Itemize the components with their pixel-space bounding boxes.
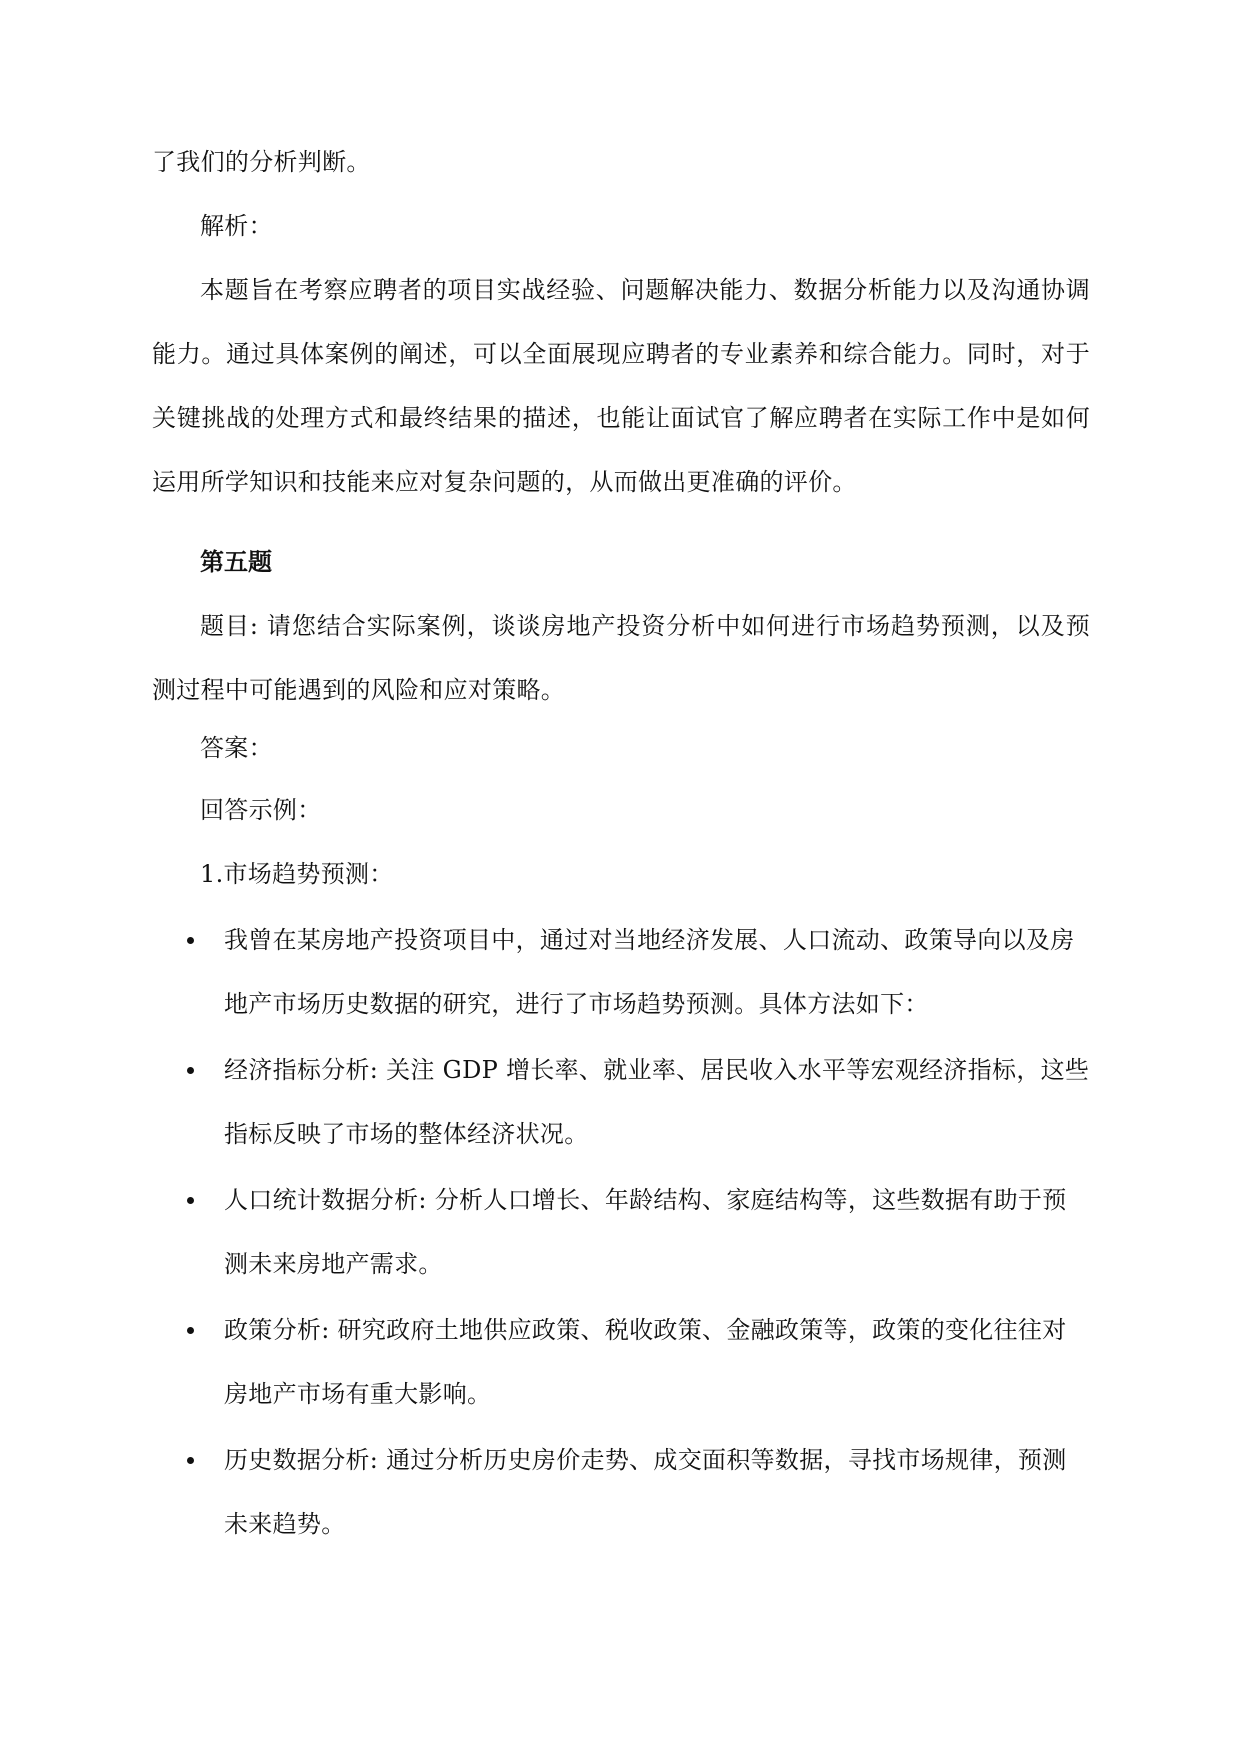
list-item-text: 我曾在某房地产投资项目中，通过对当地经济发展、人口流动、政策导向以及房地产市场历史数据的研究，进行了市场趋势预测。具体方法如下： [224,926,1075,1018]
analysis-label: 解析： [200,212,273,240]
bullet-dot-icon [187,1457,194,1464]
list-item [0,908,1090,1036]
bullet-dot-icon [187,937,194,944]
list-item-text: 政策分析: 研究政府土地供应政策、税收政策、金融政策等，政策的变化往往对房地产市场有重大影响。 [224,1316,1067,1408]
answer-label: 答案： [200,734,273,762]
list-item [0,1428,1090,1556]
list-item [0,1168,1090,1296]
analysis-paragraph: 本题旨在考察应聘者的项目实战经验、问题解决能力、数据分析能力以及沟通协调能力。通过具体案例的阐述，可以全面展现应聘者的专业素养和综合能力。同时，对于关键挑战的处理方式和最终结果的描述，也能让面试官了解应聘者在实际工作中是如何运用所学知识和技能来应对复杂问题的，从而做出更准确的评价。 [152,276,1090,496]
list-item [0,1298,1090,1426]
bullet-dot-icon [187,1327,194,1334]
list-item-text: 人口统计数据分析: 分析人口增长、年龄结构、家庭结构等，这些数据有助于预测未来房地产需求。 [224,1186,1067,1278]
list-item-text: 历史数据分析: 通过分析历史房价走势、成交面积等数据，寻找市场规律，预测未来趋势。 [224,1446,1067,1538]
carryover-paragraph: 了我们的分析判断。 [152,148,371,176]
list-item-text: 经济指标分析: 关注 GDP 增长率、就业率、居民收入水平等宏观经济指标，这些指标反映了市场的整体经济状况。 [224,1056,1090,1148]
market-trend-subheading: 1.市场趋势预测： [200,860,394,888]
example-label: 回答示例： [200,796,322,824]
list-item [0,1038,1090,1166]
question-paragraph: 题目: 请您结合实际案例，谈谈房地产投资分析中如何进行市场趋势预测，以及预测过程中可能遇到的风险和应对策略。 [152,612,1090,704]
bullet-dot-icon [187,1067,194,1074]
section-heading: 第五题 [200,547,272,576]
bullet-list [0,908,1241,1558]
bullet-dot-icon [187,1197,194,1204]
